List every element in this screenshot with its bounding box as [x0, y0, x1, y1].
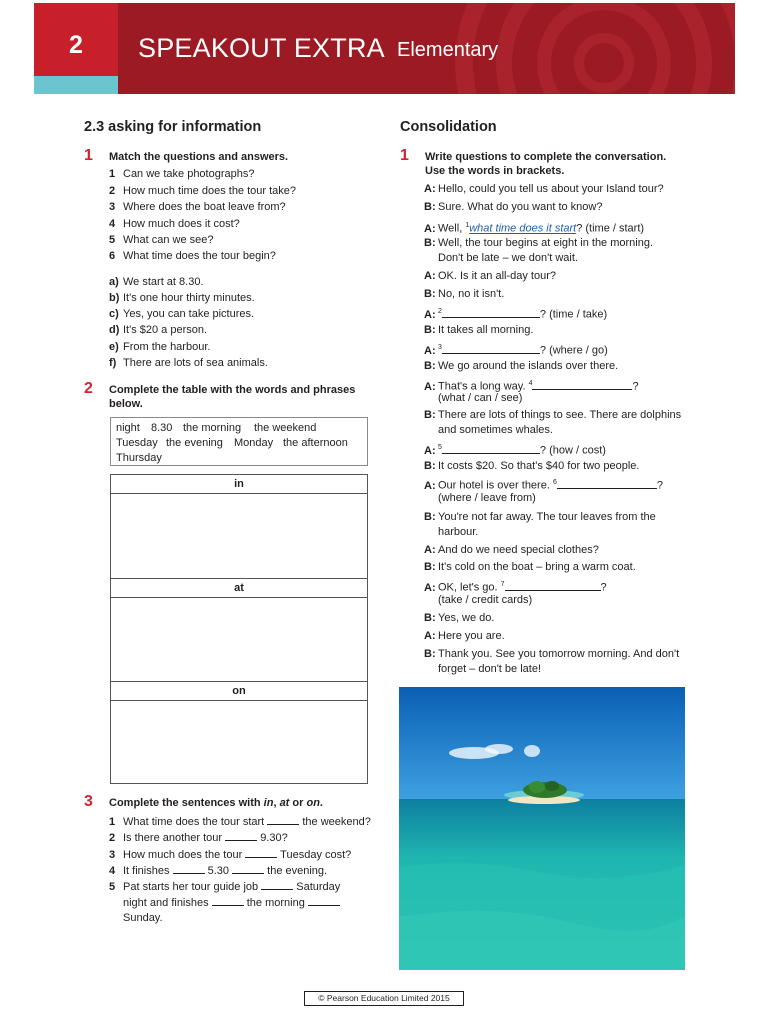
sentence-item: 4 It finishes 5.30 the evening. [109, 865, 328, 877]
dialogue-continuation: (where / leave from) [438, 492, 536, 504]
dialogue-line: A: OK, let's go. $^7$ ? [424, 581, 607, 594]
copyright-footer: © Pearson Education Limited 2015 [304, 991, 464, 1006]
dialogue-line: B: There are lots of things to see. There are dolphins [424, 409, 682, 421]
word-chip: the morning [183, 422, 242, 434]
section-title-right: Consolidation [400, 119, 497, 135]
exercise-number: 1 [400, 147, 409, 164]
dialogue-line: B: Yes, we do. [424, 612, 495, 624]
word-chip: the weekend [254, 422, 317, 434]
table-header-at: at [111, 579, 367, 598]
preposition-table [110, 474, 368, 784]
dialogue-line: A: And do we need special clothes? [424, 544, 599, 556]
dialogue-line: B: Well, the tour begins at eight in the morning. [424, 237, 654, 249]
dialogue-continuation: (what / can / see) [438, 392, 523, 404]
header-title: SPEAKOUT EXTRA [138, 33, 385, 63]
answer-item: d) It's $20 a person. [109, 324, 208, 336]
sentence-continuation: night and finishes the morning [123, 895, 340, 910]
word-chip: Tuesday [116, 437, 158, 449]
answer-item: a) We start at 8.30. [109, 276, 204, 288]
word-chip: Thursday [116, 452, 162, 464]
answer-item: b) It's one hour thirty minutes. [109, 292, 255, 304]
dialogue-line: A: That's a long way. $^4$ ? [424, 380, 639, 393]
dialogue-continuation: forget – don't be late! [438, 663, 542, 675]
dialogue-line: A: $^2$ ? (time / take) [424, 308, 608, 321]
section-title-left: 2.3 asking for information [84, 119, 262, 135]
dialogue-line: B: We go around the islands over there. [424, 360, 619, 372]
sentence-item: 2 Is there another tour 9.30? [109, 832, 288, 844]
answer-item: f) There are lots of sea animals. [109, 357, 268, 369]
dialogue-line: A: Here you are. [424, 630, 505, 642]
unit-badge [34, 3, 118, 94]
exercise-instruction: Complete the table with the words and phrases below. [109, 384, 356, 410]
dialogue-line: A: $^5$ ? (how / cost) [424, 444, 606, 457]
exercise-instruction: Complete the sentences with in, at or on. [109, 797, 323, 809]
dialogue-line: B: It's cold on the boat – bring a warm coat. [424, 561, 636, 573]
dialogue-line: A: $^3$ ? (where / go) [424, 344, 608, 357]
unit-number: 2 [69, 31, 83, 59]
sentence-continuation: Sunday. [123, 912, 163, 924]
dialogue-line: B: It costs $20. So that's $40 for two people. [424, 460, 640, 472]
tropical-island-photo [399, 687, 685, 970]
exercise-number: 3 [84, 793, 93, 810]
dialogue-continuation: Don't be late – we don't wait. [438, 252, 578, 264]
question-item: 3 Where does the boat leave from? [109, 201, 286, 213]
word-chip: the afternoon [283, 437, 348, 449]
question-item: 2 How much time does the tour take? [109, 185, 297, 197]
header-level: Elementary [397, 39, 499, 61]
word-chip: Monday [234, 437, 274, 449]
example-answer: what time does it start [469, 222, 577, 235]
dialogue-line: A: Our hotel is over there. $^6$ ? [424, 479, 663, 492]
exercise-instruction: Write questions to complete the conversation. Use the words in brackets. [425, 151, 667, 177]
dialogue-line: A: OK. Is it an all-day tour? [424, 270, 556, 282]
table-header-on: on [111, 682, 367, 701]
dialogue-line: A: Well, $^1$what time does it start? (time / start) [424, 222, 645, 235]
exercise-number: 2 [84, 380, 93, 397]
word-chip: the evening [166, 437, 223, 449]
word-chip: 8.30 [151, 422, 173, 434]
answer-item: c) Yes, you can take pictures. [109, 308, 255, 320]
dialogue-continuation: and sometimes whales. [438, 424, 553, 436]
dialogue-line: B: Sure. What do you want to know? [424, 201, 603, 213]
dialogue-line: B: Thank you. See you tomorrow morning. And don't [424, 648, 680, 660]
dialogue-line: B: No, no it isn't. [424, 288, 505, 300]
question-item: 1 Can we take photographs? [109, 168, 255, 180]
dialogue-continuation: harbour. [438, 526, 479, 538]
question-item: 5 What can we see? [109, 234, 214, 246]
word-chip: night [116, 422, 140, 434]
question-item: 4 How much does it cost? [109, 218, 240, 230]
sentence-item: 5 Pat starts her tour guide job Saturday [109, 881, 341, 893]
dialogue-continuation: (take / credit cards) [438, 594, 533, 606]
exercise-number: 1 [84, 147, 93, 164]
dialogue-line: B: It takes all morning. [424, 324, 534, 336]
exercise-instruction: Match the questions and answers. [109, 151, 289, 163]
answer-item: e) From the harbour. [109, 341, 211, 353]
question-item: 6 What time does the tour begin? [109, 250, 276, 262]
dialogue-line: B: You're not far away. The tour leaves from the [424, 511, 656, 523]
sentence-item: 1 What time does the tour start the weekend? [109, 816, 371, 828]
dialogue-line: A: Hello, could you tell us about your Island tour? [424, 183, 664, 195]
table-header-in: in [111, 475, 367, 494]
word-box [110, 417, 368, 466]
sentence-item: 3 How much does the tour Tuesday cost? [109, 849, 352, 861]
page-header [34, 3, 735, 94]
